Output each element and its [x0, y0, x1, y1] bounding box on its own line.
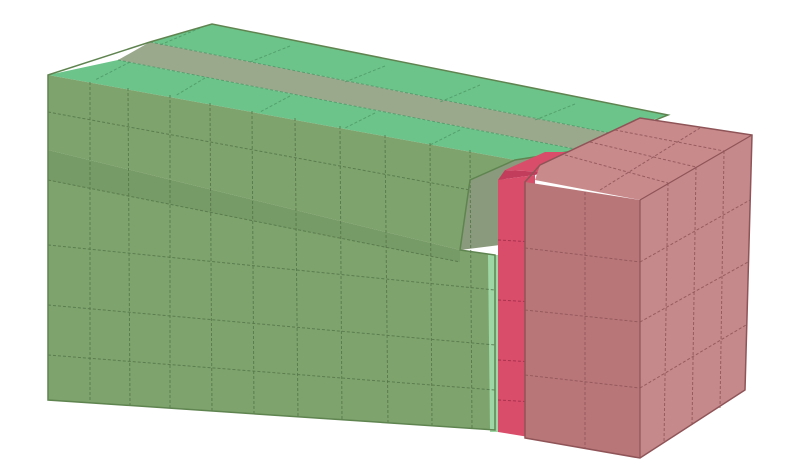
pink-front: [525, 182, 640, 458]
pink-block: [525, 118, 752, 458]
